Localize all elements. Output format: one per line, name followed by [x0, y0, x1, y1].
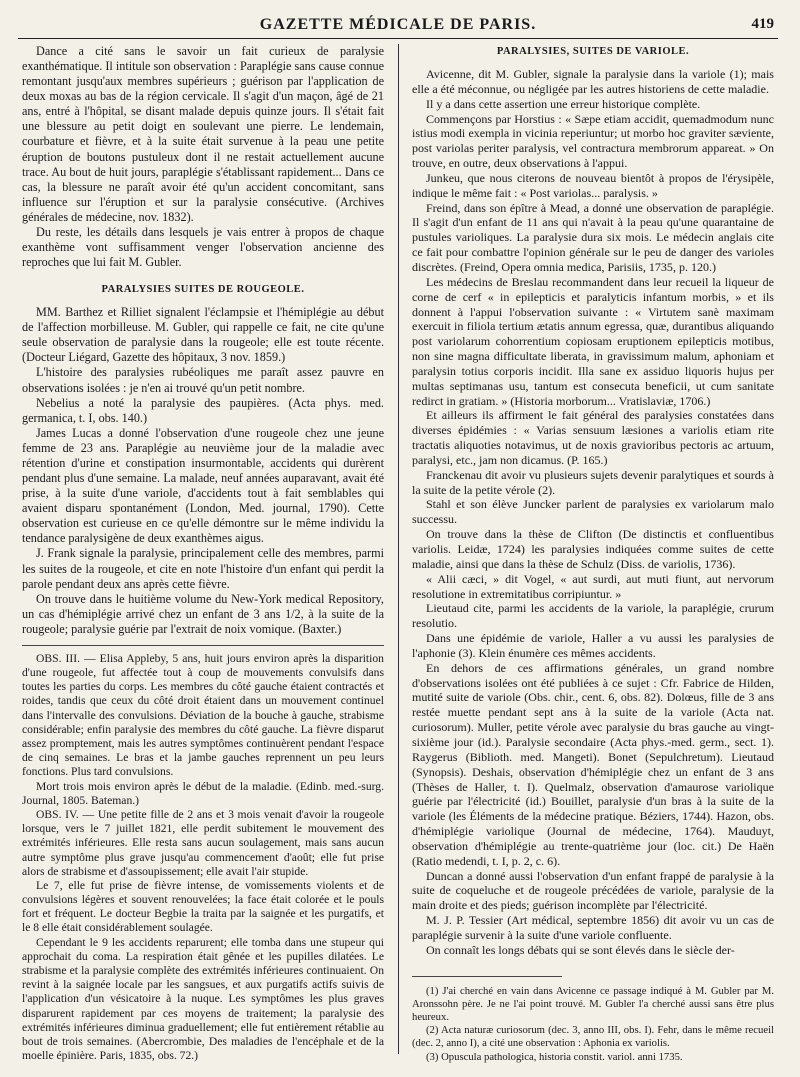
body-paragraph: James Lucas a donné l'observation d'une rougeole chez une jeune femme de 23 ans. Paraplégie au neuvième jour de la maladie avec rétention d'urine et constipation insurmontable, accidents qui durèrent pendant plus d'une semaine. La malade, neuf années auparavant, avait été prise, à la suite d'une variole, d'accidents tout à fait semblables qui avaient disparu spontanément (London, Med. journal, 1790). Cette observation est curieuse en ce qu'elle démontre sur le même individu la tendance paralysigène de deux exanthèmes aigus.	[22, 425, 384, 546]
section-heading-rougeole: PARALYSIES SUITES DE ROUGEOLE.	[101, 284, 305, 296]
observation-paragraph: Le 7, elle fut prise de fièvre intense, de vomissements violents et de convulsions légères et souvent renouvelées; la face était colorée et le pouls fort et fréquent. Le docteur Begbie la traita par la saignée et les purgatifs, et le 8 elle était considérablement soulagée.	[22, 878, 384, 935]
body-paragraph: « Alii cæci, » dit Vogel, « aut surdi, aut muti fiunt, aut nervorum resolutione in extremitatibus corripiuntur. »	[412, 571, 774, 601]
body-paragraph: Avicenne, dit M. Gubler, signale la paralysie dans la variole (1); mais elle a été méconnue, ou négligée par les autres historiens de cette maladie.	[412, 67, 774, 96]
left-column	[22, 44, 384, 1064]
body-paragraph: Freind, dans son épître à Mead, a donné une observation de paraplégie. Il s'agit d'un enfant de 11 ans qui n'avait à la peau qu'une quarantaine de pustules varioliques. La paralysie dura six mois. Le médecin anglais cite ce fait pour combattre l'opinion générale sur le peu de danger des varioles discrètes. (Freind, Opera omnia medica, Parisiis, 1735, p. 120.)	[412, 200, 774, 274]
body-paragraph: Stahl et son élève Juncker parlent de paralysies ex variolarum malo successu.	[412, 497, 774, 527]
body-paragraph: Junkeu, que nous citerons de nouveau bientôt à propos de l'érysipèle, indique le même fait : « Post variolas... paralysis. »	[412, 170, 774, 200]
divider	[22, 645, 384, 646]
observation-paragraph: Mort trois mois environ après le début de la maladie. (Edinb. med.-surg. Journal, 1805. Bateman.)	[22, 779, 384, 807]
body-paragraph: Nebelius a noté la paralysie des paupières. (Acta phys. med. germanica, t. I, obs. 140.)	[22, 395, 384, 425]
body-paragraph: M. J. P. Tessier (Art médical, septembre 1856) dit avoir vu un cas de paraplégie survenir à la suite d'une variole confluente.	[412, 913, 774, 942]
observation-paragraph: OBS. IV. — Une petite fille de 2 ans et 3 mois venait d'avoir la rougeole lorsque, vers le 7 juillet 1821, elle perdit subitement le mouvement des extrémités inférieures. Elle resta sans aucun soulagement, mais sans aucun autre symptôme plus grave jusqu'au commencement d'août; elle fut prise alors de strabisme et d'assoupissement; elle avait l'air stupide.	[22, 807, 384, 878]
footnote: (3) Opuscula pathologica, historia constit. variol. anni 1735.	[426, 1050, 683, 1063]
page-number: 419	[751, 16, 774, 32]
footnote-rule	[412, 976, 562, 977]
footnote: (2) Acta naturæ curiosorum (dec. 3, anno III, obs. I). Fehr, dans le même recueil (dec. 2, anno I), a cité une observation : Aphonia ex variolis.	[412, 1024, 774, 1050]
observation-paragraph: Cependant le 9 les accidents reparurent; elle tomba dans une stupeur qui approchait du coma. La respiration était gênée et les pupilles dilatées. Le strabisme et la paralysie complète des extrémités inférieures continuaient. On revint à la saignée locale par les sangsues, et aux purgatifs actifs suivis de l'application d'un vésicatoire à la nuque. Les symptômes les plus graves disparurent rapidement par ces moyens de traitement; la paralysie des extrémités inférieures diminua graduellement; elle fut entièrement rétablie au bout de trois semaines. (Abercrombie, Des maladies de l'encéphale et de la moelle épinière. Paris, 1835, obs. 72.)	[22, 935, 384, 1063]
body-paragraph: Dance a cité sans le savoir un fait curieux de paralysie exanthématique. Il intitule son observation : Paraplégie sans cause connue remontant jusqu'aux membres supérieurs ; guérison par l'application de deux moxas au bas de la région cervicale. Il s'agit d'un maçon, âgé de 21 ans, entré à l'hôpital, se disant malade depuis quinze jours. Il s'était fait une blessure au petit doigt en soulevant une pierre. Le lendemain, courbature et fièvre, et à la suite était survenue à la peau une petite éruption de boutons pustuleux dont il ne restait actuellement aucune trace. Au bout de huit jours, paraplégie s'établissant rapidement... Dans ce cas, la blessure ne paraît avoir été qu'un accident concomitant, sans influence sur l'éruption et sur la paralysie consécutive. (Archives générales de médecine, nov. 1832).	[22, 44, 384, 224]
body-paragraph: Il y a dans cette assertion une erreur historique complète.	[426, 96, 701, 111]
body-paragraph: L'histoire des paralysies rubéoliques me paraît assez pauvre en observations isolées : je n'en ai trouvé qu'un petit nombre.	[22, 365, 384, 395]
right-column	[412, 44, 774, 1064]
body-paragraph: On trouve dans la thèse de Clifton (De distinctis et confluentibus variolis. Leidæ, 1724) les paralysies indiquées comme suites de cette maladie, ainsi que dans la thèse de Schulz (Diss. de variolis, 1736).	[412, 527, 774, 571]
body-paragraph: Dans une épidémie de variole, Haller a vu aussi les paralysies de l'aphonie (3). Klein énumère ces mêmes accidents.	[412, 631, 774, 660]
body-paragraph: En dehors de ces affirmations générales, un grand nombre d'observations isolées ont été publiées à ce sujet : Cfr. Fabrice de Hilden, mutité suite de variole (Obs. chir., cent. 6, obs. 82). Dolœus, fille de 3 ans restée muette pendant sept ans à la suite de la variole (Acta nat. curiosorum). Muller, petite vérole avec paralysie du bras gauche au vingt-sixième jour (id.). Paralysie secondaire (Acta phys.-med. germ., sect. 1). Raygerus (Biblioth. med. Mangeti). Bonet (Sepulchretum). Lieutaud (Synopsis). Deshais, observation d'hémiplégie chez un enfant de 3 ans (Thèses de Haller, t. I). Quelmalz, observation d'amaurose variolique guérie par l'électricité (id.) Bouillet, paralysie d'un bras à la suite de la variole (les Éléments de la médecine pratique. Béziers, 1744). Hazon, obs. d'hémiplégie variolique (Journal de médecine, 1764). Mauduyt, observation d'hémiplégie au trente-quatrième jour (loc. cit.) De Haën (Ratio medendi, t. I, p. 2, c. 6).	[412, 660, 774, 868]
body-paragraph: On connaît les longs débats qui se sont élevés dans le siècle der-	[426, 942, 735, 957]
body-paragraph: Les médecins de Breslau recommandent dans leur recueil la liqueur de corne de cerf « in epilepticis et paralyticis infantum morbis, » et ils donnent à l'appui l'observation suivante : « Virtutem sanè maximam exercuit in filiola tertium ætatis annum egressa, quæ, durantibus aliquando post variolarum cohorrentium copiosam eruptionem epilepticis motibus, non sine magna difficultate liberata, in gravissimum malum, aphoniam et paralysin totius corporis incidit. Illa sane ex assiduo liquoris hujus per multas septimanas usu, tantum est consecuta beneficii, ut cum sanitate redirct in gratiam. » (Historia morborum... Vratislaviæ, 1706.)	[412, 274, 774, 408]
footnote: (1) J'ai cherché en vain dans Avicenne ce passage indiqué à M. Gubler par M. Aronssohn père. Je ne l'ai point trouvé. M. Gubler l'a cherché aussi sans être plus heureux.	[412, 984, 774, 1023]
body-paragraph: Duncan a donné aussi l'observation d'un enfant frappé de paralysie à la suite de coqueluche et de rougeole précédées de variole, paralysie de la main droite et des pieds; guérison incomplète par l'électricité.	[412, 868, 774, 913]
running-header	[18, 12, 778, 39]
observation-paragraph: OBS. III. — Elisa Appleby, 5 ans, huit jours environ après la disparition d'une rougeole, fut affectée tout à coup de mouvements convulsifs dans toutes les parties du corps. Les membres du côté gauche étaient contractés et roides, tandis que ceux du côté droit étaient dans un mouvement continuel dans l'intervalle des convulsions. Déviation de la bouche à gauche, strabisme considérable; enfin paralysie des membres du côté gauche. La fièvre disparut assez promptement, mais les autres symptômes continuèrent pendant l'espace de cinq semaines. Le bras et la jambe gauches reprennent un peu leurs fonctions. Plus tard convulsions.	[22, 651, 384, 779]
body-paragraph: Du reste, les détails dans lesquels je vais entrer à propos de chaque exanthème vont suffisamment venger l'observation ancienne des reproches que lui fait M. Gubler.	[22, 224, 384, 270]
body-paragraph: J. Frank signale la paralysie, principalement celle des membres, parmi les suites de la rougeole, et cite en note l'histoire d'un enfant qui perdit la parole pendant deux ans après cette fièvre.	[22, 546, 384, 591]
body-paragraph: Et ailleurs ils affirment le fait général des paralysies constatées dans diverses épidémies : « Varias sensuum læsiones a variolis etiam rite tractatis aliquoties notavimus, ut de noxis gravioribus pectoris ac artuum, paralysi, etc., jam non dicamus. (P. 165.)	[412, 408, 774, 467]
journal-title: GAZETTE MÉDICALE DE PARIS.	[259, 16, 537, 33]
body-paragraph: Lieutaud cite, parmi les accidents de la variole, la paraplégie, crurum resolutio.	[412, 601, 774, 631]
section-heading-variole: PARALYSIES, SUITES DE VARIOLE.	[496, 46, 690, 57]
column-rule	[398, 44, 399, 1054]
body-paragraph: MM. Barthez et Rilliet signalent l'éclampsie et l'hémiplégie au début de l'affection morbilleuse. M. Gubler, qui rappelle ce fait, ne cite qu'une seule observation de paralysie dans la rougeole; elle est toute récente. (Docteur Liégard, Gazette des hôpitaux, 3 nov. 1859.)	[22, 305, 384, 365]
body-paragraph: Commençons par Horstius : « Sæpe etiam accidit, quemadmodum nunc istius modi exempla in vicinia reperiuntur; ut morbo hoc graviter sæviente, post variolas periter paralysis, vel contractura membrorum appareat. » On trouve, en outre, deux observations à l'appui.	[412, 111, 774, 171]
body-paragraph: On trouve dans le huitième volume du New-York medical Repository, un cas d'hémiplégie arrivé chez un enfant de 3 ans 1/2, à la suite de la rougeole; paralysie guérie par l'extrait de noix vomique. (Baxter.)	[22, 591, 384, 636]
body-paragraph: Franckenau dit avoir vu plusieurs sujets devenir paralytiques et sourds à la suite de la petite vérole (2).	[412, 467, 774, 497]
